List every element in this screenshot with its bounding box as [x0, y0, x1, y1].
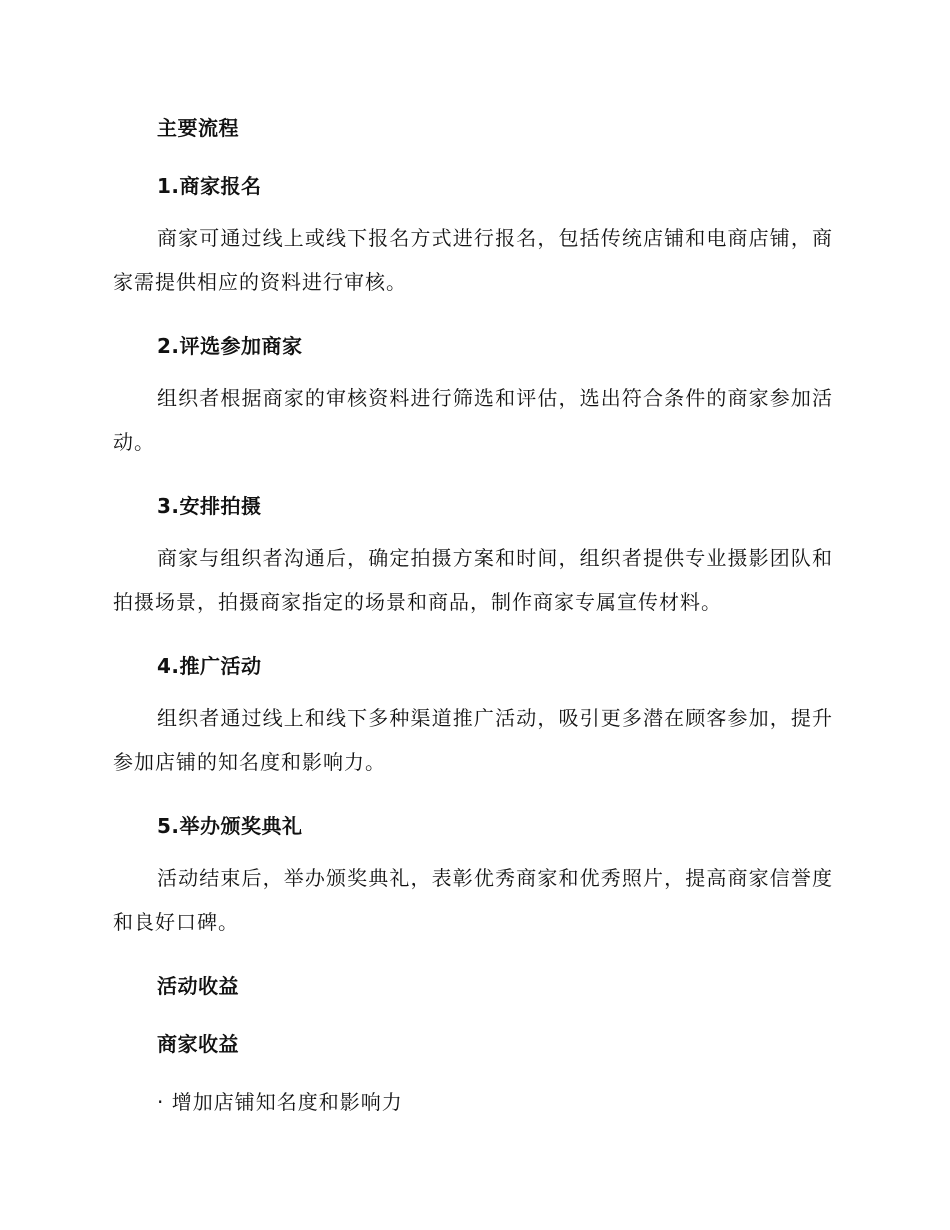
step-4-title: 4.推广活动	[157, 654, 262, 678]
step-1-paragraph: 商家可通过线上或线下报名方式进行报名，包括传统店铺和电商店铺，商家需提供相应的资料进行审核。	[113, 226, 833, 294]
document-body	[113, 112, 833, 1118]
step-3-title: 3.安排拍摄	[157, 494, 262, 518]
section-heading-benefits: 活动收益	[157, 974, 239, 998]
subheading-merchant-benefits: 商家收益	[157, 1032, 239, 1056]
step-5-title: 5.举办颁奖典礼	[157, 814, 303, 838]
step-1-title: 1.商家报名	[157, 174, 262, 198]
bullet-item: · 增加店铺知名度和影响力	[157, 1090, 403, 1114]
step-3-paragraph: 商家与组织者沟通后，确定拍摄方案和时间，组织者提供专业摄影团队和拍摄场景，拍摄商家指定的场景和商品，制作商家专属宣传材料。	[113, 546, 833, 614]
step-5-paragraph: 活动结束后，举办颁奖典礼，表彰优秀商家和优秀照片，提高商家信誉度和良好口碑。	[113, 866, 833, 934]
section-heading-main-flow: 主要流程	[157, 116, 239, 140]
step-2-title: 2.评选参加商家	[157, 334, 303, 358]
step-4-paragraph: 组织者通过线上和线下多种渠道推广活动，吸引更多潜在顾客参加，提升参加店铺的知名度和影响力。	[113, 706, 833, 774]
step-2-paragraph: 组织者根据商家的审核资料进行筛选和评估，选出符合条件的商家参加活动。	[113, 386, 833, 454]
